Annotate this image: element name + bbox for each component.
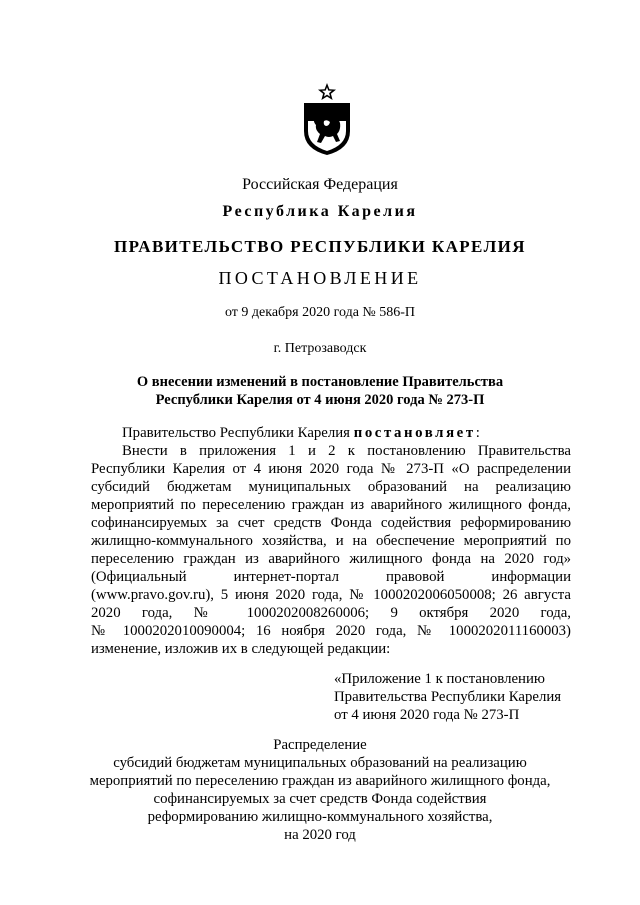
intro-paragraph <box>122 425 480 442</box>
appendix-line-3: от 4 июня 2020 года № 273-П <box>334 707 520 723</box>
country-name: Российская Федерация <box>242 176 398 193</box>
government-title: ПРАВИТЕЛЬСТВО РЕСПУБЛИКИ КАРЕЛИЯ <box>114 237 526 256</box>
distribution-title: Распределение <box>273 737 367 753</box>
distribution-line: на 2020 год <box>284 827 356 843</box>
body-line: субсидий бюджетам муниципальных образований на реализацию <box>91 479 571 495</box>
karelia-coat-of-arms-icon <box>300 81 354 157</box>
body-line: Внести в приложения 1 и 2 к постановлению Правительства <box>122 443 571 459</box>
region-name: Республика Карелия <box>222 203 418 220</box>
body-line: 2020 года, № 1000202008260006; 9 октября 2020 года, <box>91 605 571 621</box>
body-line: переселению граждан из аварийного жилищного фонда на 2020 год» <box>91 551 571 567</box>
body-line: (www.pravo.gov.ru), 5 июня 2020 года, № 1000202006050008; 26 августа <box>91 587 571 603</box>
distribution-line: софинансируемых за счет средств Фонда содействия <box>153 791 487 807</box>
document-type: ПОСТАНОВЛЕНИЕ <box>218 268 422 288</box>
subject-line-1: О внесении изменений в постановление Правительства <box>136 374 504 390</box>
body-line: (Официальный интернет-портал правовой информации <box>91 569 571 585</box>
subject-line-2: Республики Карелия от 4 июня 2020 года № 273-П <box>155 392 485 408</box>
document-city: г. Петрозаводск <box>273 341 367 356</box>
distribution-line: реформированию жилищно-коммунального хозяйства, <box>147 809 493 825</box>
distribution-line: мероприятий по переселению граждан из аварийного жилищного фонда, <box>89 773 551 789</box>
appendix-line-1: «Приложение 1 к постановлению <box>334 671 545 687</box>
body-line: софинансируемых за счет средств Фонда содействия реформированию <box>91 515 571 531</box>
body-line: № 1000202010090004; 16 ноября 2020 года, № 1000202011160003) <box>91 623 571 639</box>
body-line: мероприятий по переселению граждан из аварийного жилищного фонда, <box>91 497 571 513</box>
distribution-line: субсидий бюджетам муниципальных образований на реализацию <box>113 755 527 771</box>
intro-keyword: постановляет <box>353 425 476 441</box>
body-line: Республики Карелия от 4 июня 2020 года № 273-П «О распределении <box>91 461 571 477</box>
body-last-line: изменение, изложив их в следующей редакции: <box>91 641 391 657</box>
intro-suffix: : <box>475 425 480 441</box>
appendix-line-2: Правительства Республики Карелия <box>334 689 562 705</box>
intro-prefix: Правительство Республики Карелия <box>122 425 354 441</box>
document-date-number: от 9 декабря 2020 года № 586-П <box>224 305 416 320</box>
body-line: жилищно-коммунального хозяйства, и на обеспечение мероприятий по <box>91 533 571 549</box>
